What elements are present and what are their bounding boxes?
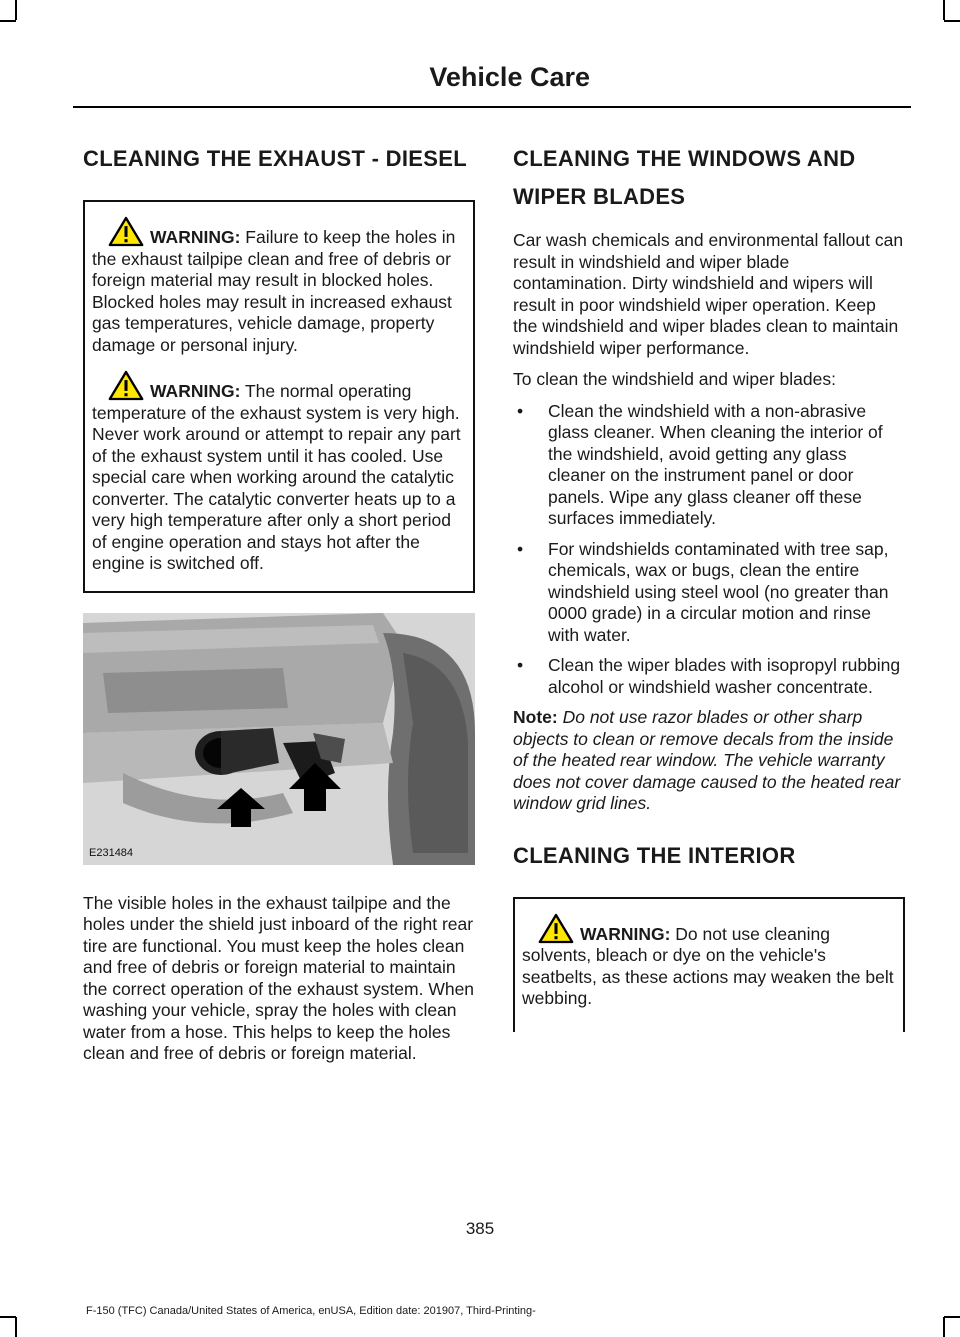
interior-heading: CLEANING THE INTERIOR [513,842,796,868]
bullet-text: For windshields contaminated with tree sap, chemicals, wax or bugs, clean the entire windshield using steel wool (no greater than 0000 grade) in a circular motion and rinse with water. [548,538,889,645]
crop-mark [943,0,945,20]
list-item [513,401,905,530]
warning-label: WARNING: [150,381,241,401]
warning-text: The normal operating temperature of the exhaust system is very high. Never work around or attempt to repair any part of the exhaust system until it has cooled. Use special care when working around the catalytic converter. The catalytic converter heats up to a very high temperature after only a short period of engine operation and stays hot after the engine is switched off. [92,381,461,573]
crop-mark [943,1317,945,1337]
crop-mark [0,20,16,22]
crop-mark [944,1316,960,1318]
left-column [83,140,475,1065]
section-title: Vehicle Care [429,62,590,92]
windows-heading: CLEANING THE WINDOWS AND WIPER BLADES [513,146,856,209]
crop-mark [15,1317,17,1337]
warning-paragraph [92,216,465,356]
page-number: 385 [465,1219,495,1238]
crop-mark [15,0,17,20]
warning-label: WARNING: [150,227,241,247]
warning-triangle-icon [108,216,144,247]
list-item [513,539,905,647]
bullet-glyph: • [517,655,524,675]
warning-paragraph [92,370,465,575]
exhaust-heading: CLEANING THE EXHAUST - DIESEL [83,146,467,171]
bullet-glyph: • [517,538,524,559]
bullet-glyph: • [517,400,524,421]
crop-mark [0,1316,16,1318]
windows-intro-text: Car wash chemicals and environmental fallout can result in windshield and wiper blade contamination. Dirty windshield and wipers will result in poor windshield wiper operation. Keep the windshield and wiper blades clean to maintain windshield wiper performance. [513,230,904,358]
warning-paragraph [522,913,895,1010]
windows-lead-text: To clean the windshield and wiper blades: [513,369,836,389]
bullet-text: Clean the wiper blades with isopropyl rubbing alcohol or windshield washer concentrate. [548,655,901,697]
warning-triangle-icon [108,370,144,401]
note-text: Do not use razor blades or other sharp objects to clean or remove decals from the inside of the heated rear window. The vehicle warranty does not cover damage caused to the heated rear window grid lines. [513,707,901,813]
warning-text: Do not use cleaning solvents, bleach or dye on the vehicle's seatbelts, as these actions may weaken the belt webbing. [522,923,894,1008]
warning-label: WARNING: [580,923,671,944]
exhaust-body-text: The visible holes in the exhaust tailpipe and the holes under the shield just inboard of the right rear tire are functional. You must keep the holes clean and free of debris or foreign material to maintain the correct operation of the exhaust system. When washing your vehicle, spray the holes with clean water from a hose. This helps to keep the holes clean and free of debris or foreign material. [83,892,475,1063]
note-label: Note: [513,707,558,727]
crop-mark [944,20,960,22]
header-rule [73,106,911,108]
warning-text: Failure to keep the holes in the exhaust tailpipe clean and free of debris or foreign material may result in blocked holes. Blocked holes may result in increased exhaust gas temperatures, vehicle damage, property damage or personal injury. [92,227,456,355]
interior-warning-box [513,897,905,1032]
bullet-text: Clean the windshield with a non-abrasive glass cleaner. When cleaning the interior of the windshield, avoid getting any glass cleaner on the instrument panel or door panels. Wipe any glass cleaner off these surfaces immediately. [548,400,883,528]
exhaust-illustration [83,613,475,865]
image-code: E231484 [89,846,134,859]
windows-note [513,707,905,815]
edition-footer: F-150 (TFC) Canada/United States of America, enUSA, Edition date: 201907, Third-Printing- [86,1305,536,1317]
list-item [513,655,905,698]
exhaust-photo-drawing [83,613,475,865]
windows-bullet-list [513,401,905,699]
exhaust-warning-box [83,200,475,593]
right-column [513,140,905,1032]
warning-triangle-icon [538,913,574,944]
